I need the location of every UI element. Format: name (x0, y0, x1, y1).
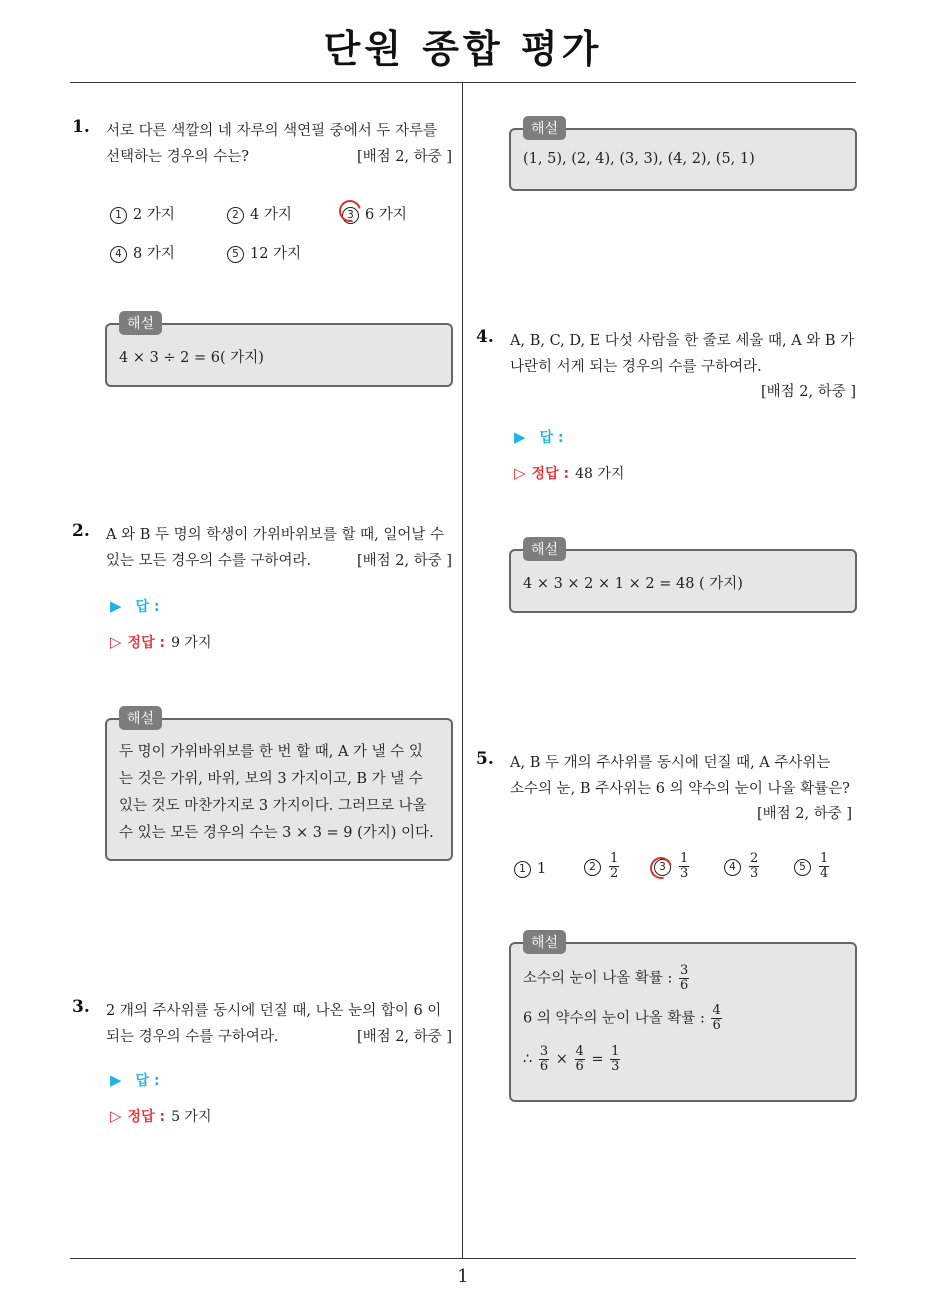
correct-label: 정답 : (127, 635, 166, 651)
explanation-tag: 해설 (523, 116, 566, 140)
option-marker: 1 (514, 861, 531, 878)
question-number: 4. (476, 327, 494, 347)
fraction: $\frac{3}{6}$ (539, 1044, 549, 1074)
option-marker: 2 (584, 859, 601, 876)
explanation-box (509, 542, 857, 613)
question-number: 2. (72, 521, 90, 541)
explanation-box (509, 121, 857, 191)
option-4[interactable]: 4 8 가지 (110, 242, 175, 263)
option-marker: 4 (110, 246, 127, 263)
explanation-line: 두 명이 가위바위보를 한 번 할 때, A 가 낼 수 있 (119, 744, 423, 760)
option-1[interactable]: 1 1 (514, 861, 546, 878)
option-marker: 3 (654, 859, 671, 876)
play-icon: ▶ (110, 1071, 122, 1089)
question-text-line: 선택하는 경우의 수는? (106, 149, 250, 165)
answer-label: 답 : (135, 599, 160, 615)
fraction: $\frac{3}{6}$ (680, 963, 689, 993)
question-text-line: 되는 경우의 수를 구하여라. (106, 1029, 279, 1045)
answer-row (110, 596, 160, 616)
score-label: [배점 2, 하중 ] (356, 149, 452, 165)
explanation-line: 있는 것도 마찬가지로 3 가지이다. 그러므로 나올 (119, 798, 427, 814)
correct-value: 48 가지 (575, 466, 625, 482)
play-outline-icon: ▷ (514, 464, 526, 482)
explanation-line: 소수의 눈이 나올 확률 : $\frac{3}{6}$ (523, 963, 689, 993)
option-marker: 5 (794, 859, 811, 876)
explanation-tag: 해설 (119, 311, 162, 335)
score-label: [배점 2, 하중 ] (356, 553, 452, 569)
option-2[interactable] (584, 852, 621, 881)
option-5[interactable]: 5 12 가지 (227, 242, 301, 263)
fraction: $\frac{4}{6}$ (712, 1003, 721, 1033)
bottom-rule (70, 1258, 856, 1259)
explanation-line: ∴ $\frac{3}{6}$ × $\frac{4}{6}$ = $\frac{1}{3}$ (523, 1044, 620, 1074)
explanation-box (105, 316, 453, 387)
explanation-line: 6 의 약수의 눈이 나올 확률 : $\frac{4}{6}$ (523, 1003, 721, 1033)
question-number: 3. (72, 997, 90, 1017)
answer-row (110, 1070, 160, 1090)
question-number: 5. (476, 749, 494, 769)
option-4[interactable] (724, 852, 761, 881)
correct-value: 9 가지 (171, 635, 212, 651)
option-1[interactable]: 1 2 가지 (110, 203, 175, 224)
page-number: 1 (457, 1266, 469, 1287)
explanation-line: 는 것은 가위, 바위, 보의 3 가지이고, B 가 낼 수 (119, 771, 423, 787)
correct-value: 5 가지 (171, 1109, 212, 1125)
explanation-text: (1, 5), (2, 4), (3, 3), (4, 2), (5, 1) (523, 151, 755, 167)
question-text-line: 있는 모든 경우의 수를 구하여라. (106, 553, 312, 569)
fraction: $\frac{1}{3}$ (680, 851, 689, 881)
correct-label: 정답 : (127, 1109, 166, 1125)
explanation-line: 수 있는 모든 경우의 수는 3 × 3 = 9 (가지) 이다. (119, 825, 434, 841)
answer-label: 답 : (539, 430, 564, 446)
play-icon: ▶ (110, 597, 122, 615)
explanation-text: 4 × 3 ÷ 2 = 6( 가지) (119, 350, 264, 366)
fraction: $\frac{2}{3}$ (750, 851, 759, 881)
question-text-line: 나란히 서게 되는 경우의 수를 구하여라. (510, 359, 762, 375)
option-5[interactable] (794, 852, 831, 881)
explanation-tag: 해설 (523, 930, 566, 954)
explanation-text: 4 × 3 × 2 × 1 × 2 = 48 ( 가지) (523, 576, 743, 592)
fraction: $\frac{4}{6}$ (575, 1044, 584, 1074)
explanation-tag: 해설 (119, 706, 162, 730)
play-icon: ▶ (514, 428, 526, 446)
option-marker: 1 (110, 207, 127, 224)
column-divider (462, 83, 463, 1258)
option-2[interactable]: 2 4 가지 (227, 203, 292, 224)
correct-answer-row (514, 463, 624, 483)
question-text-line: 2 개의 주사위를 동시에 던질 때, 나온 눈의 합이 6 이 (106, 1003, 442, 1019)
question-text-line: 소수의 눈, B 주사위는 6 의 약수의 눈이 나올 확률은? (510, 781, 850, 797)
page-title: 단원 종합 평가 (323, 27, 603, 71)
option-marker: 3 (342, 207, 359, 224)
option-marker: 2 (227, 207, 244, 224)
fraction: $\frac{1}{2}$ (610, 851, 619, 881)
explanation-box (105, 711, 453, 861)
answer-row (514, 427, 564, 447)
score-label: [배점 2, 하중 ] (356, 1029, 452, 1045)
question-number: 1. (72, 117, 90, 137)
question-text-line: A, B 두 개의 주사위를 동시에 던질 때, A 주사위는 (510, 755, 831, 771)
correct-answer-row (110, 1106, 211, 1126)
correct-label: 정답 : (531, 466, 570, 482)
play-outline-icon: ▷ (110, 1107, 122, 1125)
option-3[interactable]: 3 6 가지 (342, 203, 407, 224)
question-text-line: A, B, C, D, E 다섯 사람을 한 줄로 세울 때, A 와 B 가 (510, 333, 855, 349)
play-outline-icon: ▷ (110, 633, 122, 651)
fraction: $\frac{1}{4}$ (820, 851, 829, 881)
fraction: $\frac{1}{3}$ (611, 1044, 620, 1074)
answer-label: 답 : (135, 1073, 160, 1089)
option-marker: 5 (227, 246, 244, 263)
score-label: [배점 2, 하중 ] (760, 384, 856, 400)
top-rule (70, 82, 856, 83)
correct-answer-row (110, 632, 211, 652)
score-label: [배점 2, 하중 ] (756, 806, 852, 822)
question-text-line: 서로 다른 색깔의 네 자루의 색연필 중에서 두 자루를 (106, 123, 438, 139)
option-marker: 4 (724, 859, 741, 876)
explanation-box (509, 935, 857, 1102)
question-text-line: A 와 B 두 명의 학생이 가위바위보를 할 때, 일어날 수 (106, 527, 444, 543)
explanation-tag: 해설 (523, 537, 566, 561)
